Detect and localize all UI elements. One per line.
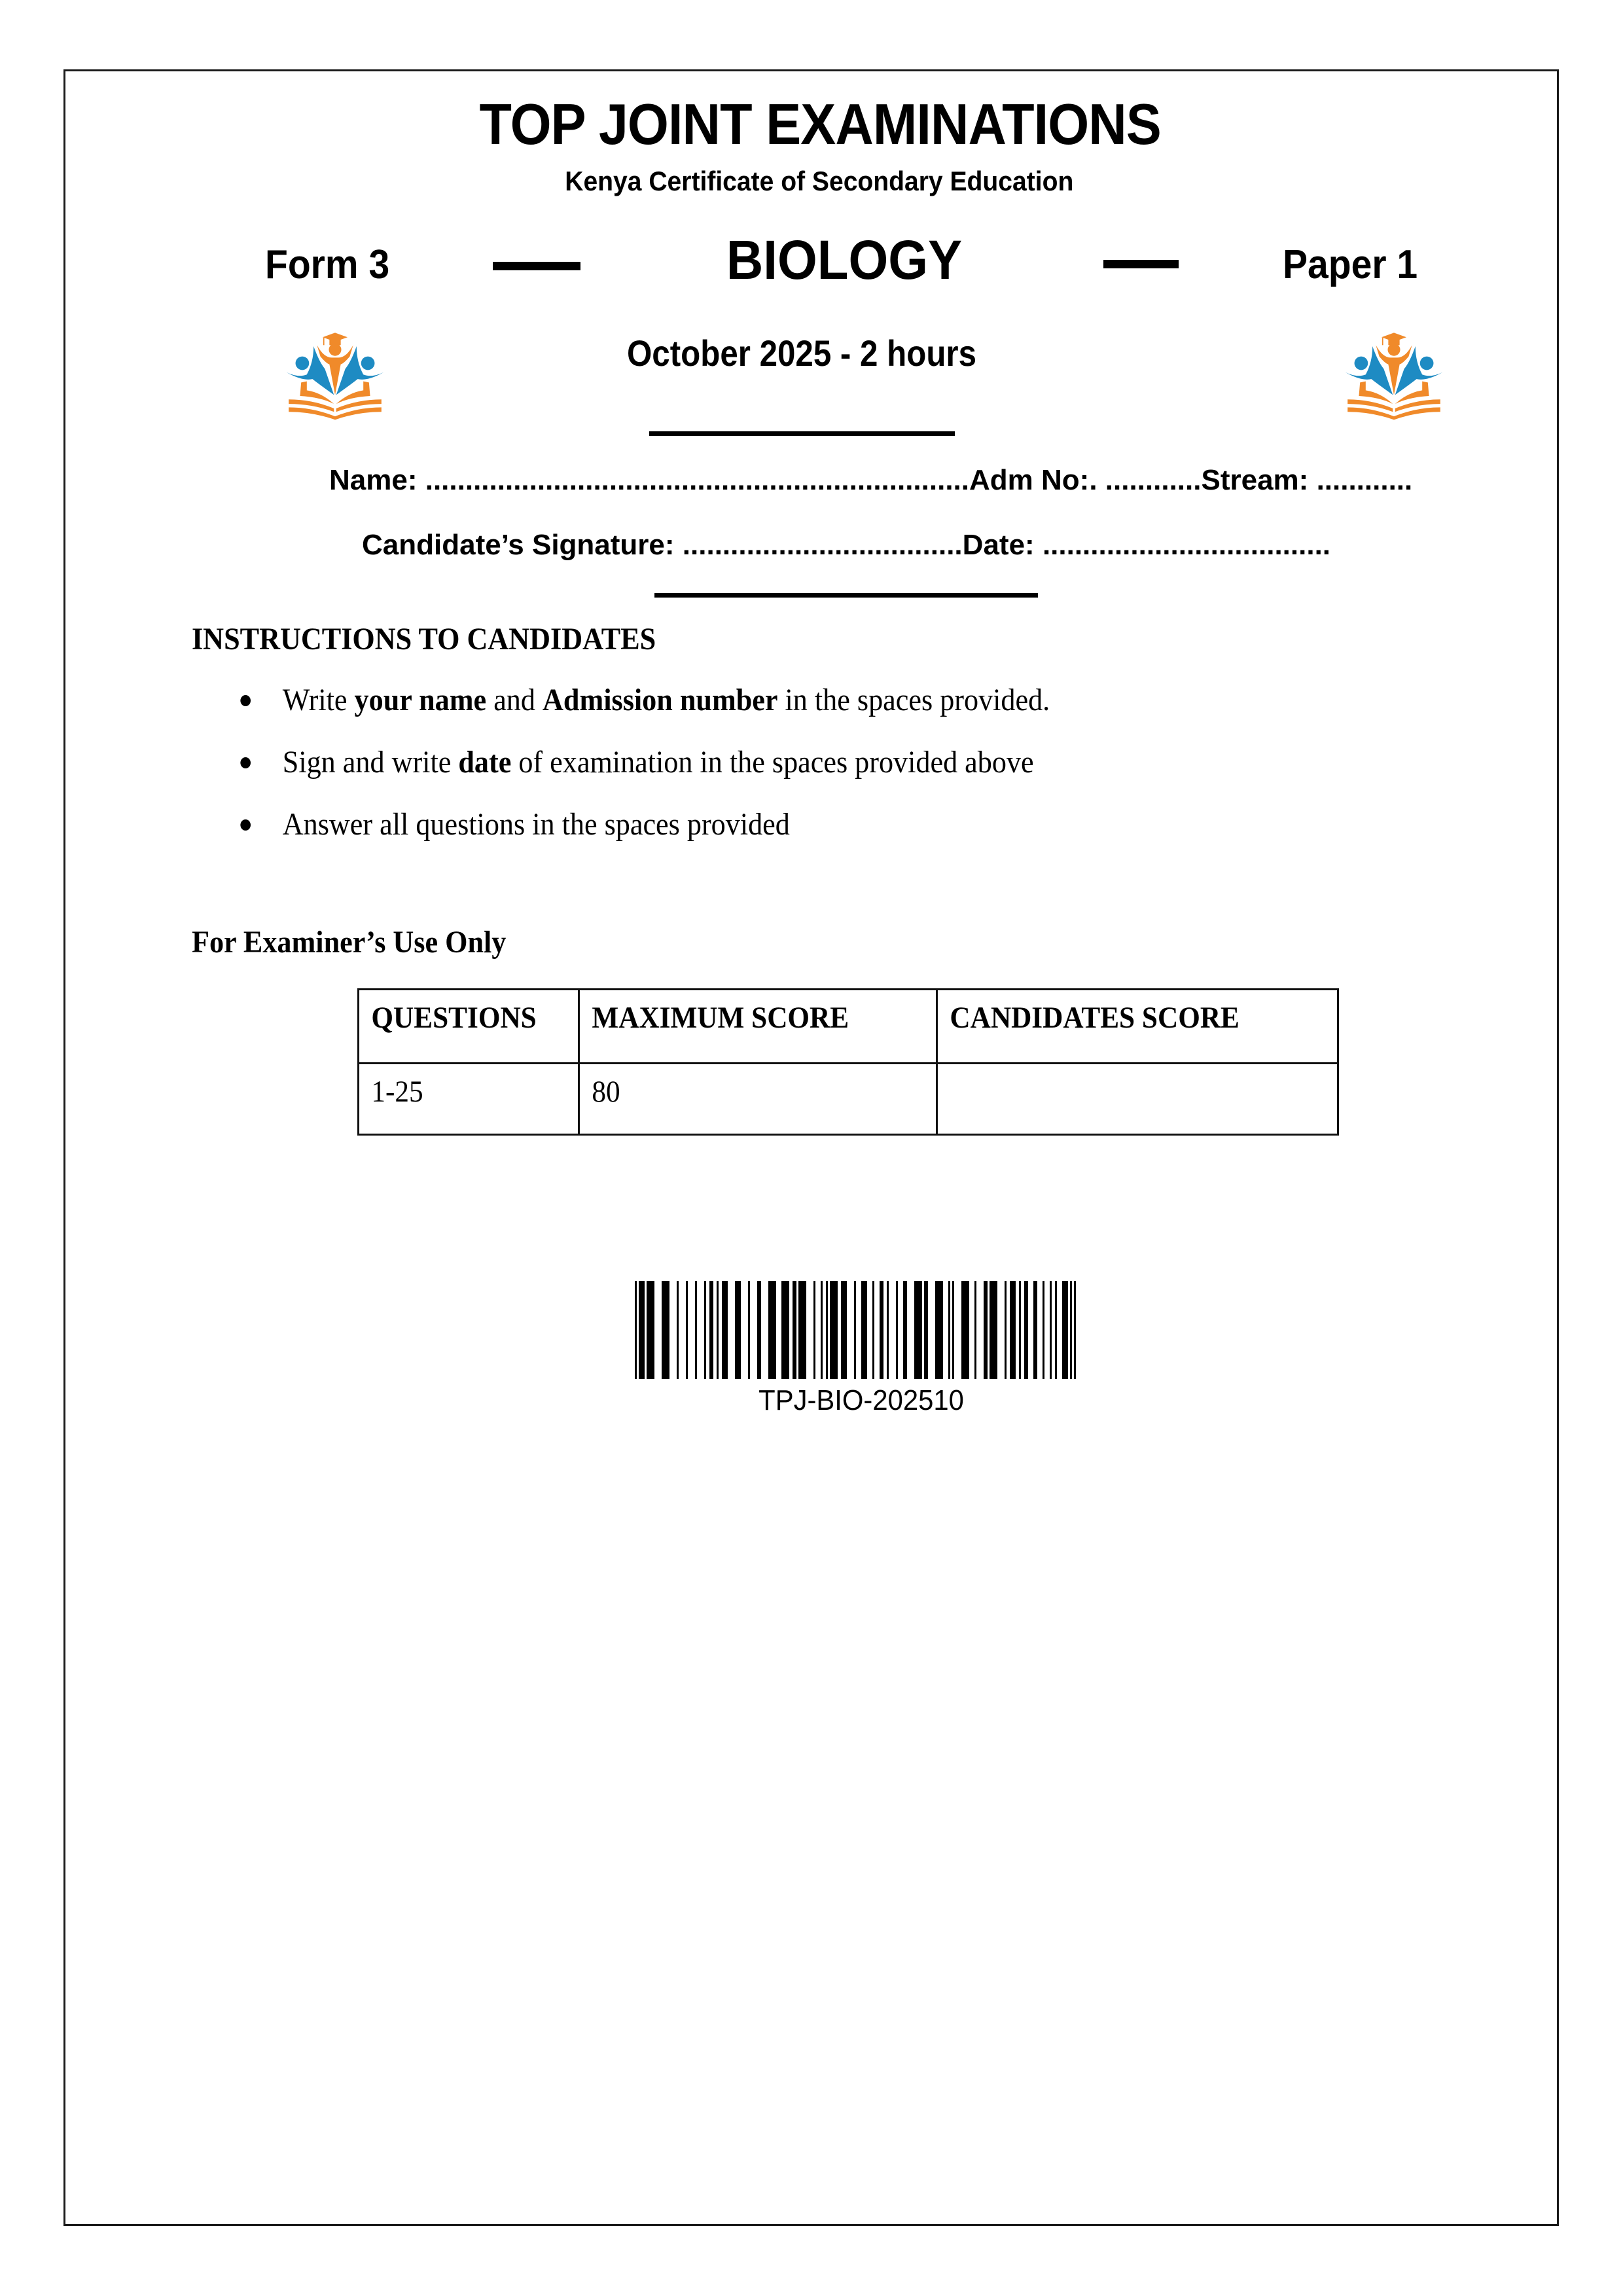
barcode-bar <box>974 1281 976 1379</box>
barcode-bar <box>830 1281 838 1379</box>
barcode-bar <box>984 1281 988 1379</box>
exam-body-title <box>67 92 1561 157</box>
graduates-open-book-logo-icon <box>273 319 397 427</box>
bullet-icon <box>240 819 251 831</box>
signature-blank[interactable]: ................................... <box>682 529 963 561</box>
barcode-bar <box>686 1281 688 1379</box>
barcode-bar <box>735 1281 741 1379</box>
date-blank[interactable]: .................................... <box>1042 529 1331 561</box>
cell-text: 1-25 <box>371 1075 423 1109</box>
instruction-fragment: Sign and write <box>282 745 459 780</box>
barcode-code: TPJ-BIO-202510 <box>758 1384 964 1416</box>
barcode-bar <box>748 1281 750 1379</box>
barcode-bar <box>793 1281 796 1379</box>
exam-body-title-text: TOP JOINT EXAMINATIONS <box>479 92 1161 156</box>
instruction-text <box>283 681 1050 720</box>
cell-text[interactable] <box>938 1064 1305 1073</box>
table-row <box>359 1064 1338 1135</box>
barcode-bar <box>896 1281 898 1379</box>
form-level: Form 3 <box>265 242 390 287</box>
barcode-bar <box>1062 1281 1068 1379</box>
candidate-info-row <box>329 462 1413 499</box>
barcode-bar <box>695 1281 697 1379</box>
barcode-bar <box>914 1281 922 1379</box>
stream-label: Stream: <box>1201 464 1309 496</box>
signature-field[interactable] <box>362 527 963 564</box>
column-header-candidates-score <box>937 990 1338 1064</box>
barcode-bar <box>935 1281 943 1379</box>
graduates-open-book-logo-icon <box>1332 319 1456 427</box>
barcode-bar <box>635 1281 637 1379</box>
barcode-bar <box>872 1281 874 1379</box>
score-table <box>357 988 1339 1136</box>
instruction-fragment: Answer all questions in the spaces provided <box>282 807 790 842</box>
instruction-emphasis: Admission number <box>542 683 778 717</box>
column-header-maximum-score <box>579 990 937 1064</box>
adm-no-blank[interactable]: ............ <box>1105 464 1202 496</box>
barcode-bar <box>1070 1281 1072 1379</box>
questions-cell <box>359 1064 579 1135</box>
header-rule-bottom <box>654 593 1038 598</box>
exam-subtitle-text: Kenya Certificate of Secondary Education <box>565 166 1074 196</box>
barcode-bar <box>854 1281 856 1379</box>
bullet-icon <box>240 695 251 706</box>
signature-label: Candidate’s Signature: <box>362 529 675 561</box>
barcode-bar <box>1033 1281 1037 1379</box>
barcode-bar <box>887 1281 889 1379</box>
subject-title: BIOLOGY <box>726 229 963 291</box>
column-header-text: MAXIMUM SCORE <box>592 1001 849 1035</box>
barcode-bar <box>952 1281 954 1379</box>
header-rule-top <box>649 431 955 436</box>
maximum-score-cell <box>579 1064 937 1135</box>
barcode-bar <box>861 1281 867 1379</box>
instruction-emphasis: date <box>458 745 512 780</box>
barcode-bar <box>1074 1281 1076 1379</box>
instruction-text <box>283 743 1034 782</box>
barcode-bar <box>1055 1281 1057 1379</box>
stream-blank[interactable]: ............ <box>1316 464 1413 496</box>
date-field[interactable] <box>963 527 1330 564</box>
paper-number: Paper 1 <box>1283 242 1418 287</box>
column-header-text: QUESTIONS <box>371 1001 537 1035</box>
barcode-bar <box>768 1281 776 1379</box>
adm-no-label: Adm No:. <box>969 464 1097 496</box>
barcode-bar <box>639 1281 645 1379</box>
instruction-fragment: and <box>486 683 543 717</box>
barcode <box>635 1281 1088 1379</box>
exam-date-duration: October 2025 - 2 hours <box>626 332 977 374</box>
barcode-bar <box>903 1281 907 1379</box>
cell-text: 80 <box>592 1075 620 1109</box>
barcode-bar <box>841 1281 847 1379</box>
barcode-bar <box>781 1281 789 1379</box>
barcode-bar <box>826 1281 828 1379</box>
barcode-bar <box>1050 1281 1052 1379</box>
barcode-bar <box>1024 1281 1028 1379</box>
right-dash-divider <box>1103 260 1179 268</box>
instruction-fragment: of examination in the spaces provided above <box>511 745 1034 780</box>
barcode-bar <box>813 1281 815 1379</box>
instruction-emphasis: your name <box>354 683 487 717</box>
table-header-row <box>359 990 1338 1064</box>
barcode-bar <box>990 1281 997 1379</box>
barcode-bar <box>717 1281 719 1379</box>
barcode-bar <box>880 1281 883 1379</box>
barcode-bar <box>821 1281 823 1379</box>
barcode-bar <box>1019 1281 1021 1379</box>
instruction-fragment: in the spaces provided. <box>777 683 1050 717</box>
barcode-bar <box>757 1281 761 1379</box>
barcode-bar <box>1043 1281 1044 1379</box>
adm-no-field[interactable] <box>969 462 1201 499</box>
barcode-bar <box>798 1281 806 1379</box>
date-label: Date: <box>962 529 1035 561</box>
barcode-bar <box>709 1281 713 1379</box>
instruction-fragment: Write <box>282 683 355 717</box>
column-header-text: CANDIDATES SCORE <box>950 1001 1240 1035</box>
barcode-bar <box>722 1281 728 1379</box>
examiner-use-heading: For Examiner’s Use Only <box>192 925 507 960</box>
candidate-signature-row <box>362 527 1331 564</box>
exam-subtitle <box>0 165 1623 198</box>
left-dash-divider <box>493 262 580 270</box>
stream-field[interactable] <box>1201 462 1412 499</box>
name-label: Name: <box>329 464 418 496</box>
barcode-bar <box>961 1281 969 1379</box>
barcode-bar <box>647 1281 654 1379</box>
column-header-questions <box>359 990 579 1064</box>
instruction-text <box>283 805 790 844</box>
barcode-bar <box>704 1281 706 1379</box>
barcode-bar <box>924 1281 928 1379</box>
barcode-bar <box>662 1281 669 1379</box>
name-field[interactable] <box>329 462 969 499</box>
barcode-bar <box>677 1281 679 1379</box>
barcode-bar <box>1010 1281 1016 1379</box>
bullet-icon <box>240 757 251 768</box>
instructions-heading: INSTRUCTIONS TO CANDIDATES <box>192 622 656 656</box>
barcode-bar <box>1005 1281 1007 1379</box>
candidates-score-cell[interactable] <box>937 1064 1338 1135</box>
name-blank[interactable]: .................................................................... <box>425 464 970 496</box>
barcode-bar <box>948 1281 950 1379</box>
